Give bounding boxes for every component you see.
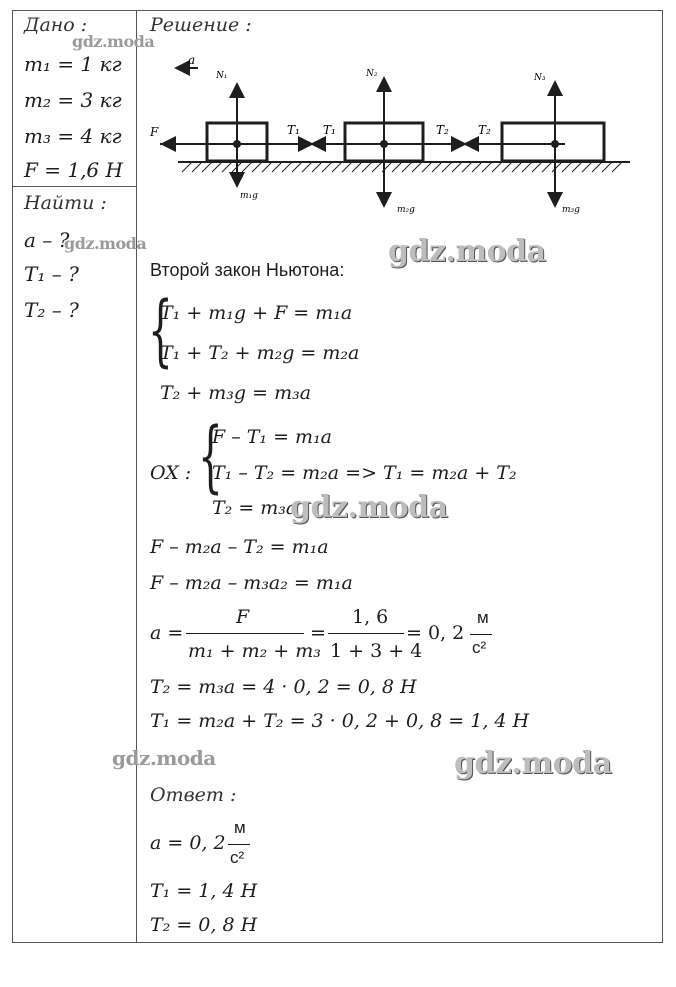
answer-a: a = 0, 2: [150, 832, 226, 854]
watermark: gdz.moda: [290, 490, 448, 525]
forces-diagram: [140, 50, 660, 220]
accel-unit-num: м: [477, 608, 489, 627]
watermark: gdz.moda: [72, 32, 155, 51]
accel-den1: m₁ + m₂ + m₃: [188, 640, 321, 662]
vector-eq-1: T₁ + m₁g + F = m₁a: [160, 302, 353, 324]
accel-num1: F: [236, 606, 250, 628]
accel-eq: =: [310, 622, 326, 644]
answer-unit-num: м: [234, 818, 246, 837]
watermark: gdz.moda: [388, 234, 546, 269]
watermark: gdz.moda: [454, 746, 612, 781]
label-t1-right: T₁: [323, 123, 336, 137]
answer-t2: T₂ = 0, 8 Н: [150, 914, 258, 936]
answer-unit-line: [228, 844, 250, 845]
label-t1-left: T₁: [287, 123, 300, 137]
ox-eq-2: T₁ – T₂ = m₂a => T₁ = m₂a + T₂: [212, 462, 517, 484]
step-2: F – m₂a – m₃a₂ = m₁a: [150, 572, 353, 594]
label-w3: m₃g: [562, 205, 580, 215]
label-accel: a: [188, 53, 196, 67]
step-1: F – m₂a – T₂ = m₁a: [150, 536, 329, 558]
ox-eq-3: T₂ = m₃a: [212, 497, 298, 519]
answer-t1: T₁ = 1, 4 Н: [150, 880, 258, 902]
solution-title: Решение :: [150, 14, 252, 36]
answer-unit-den: с²: [230, 848, 245, 867]
given-m2: m₂ = 3 кг: [24, 88, 122, 112]
given-force: F = 1,6 Н: [24, 158, 123, 182]
label-n1: N₁: [216, 71, 228, 81]
t1-calculation: T₁ = m₂a + T₂ = 3 · 0, 2 + 0, 8 = 1, 4 Н: [150, 710, 530, 732]
vector-eq-2: T₁ + T₂ + m₂g = m₂a: [160, 342, 360, 364]
watermark: gdz.moda: [112, 746, 216, 770]
label-w1: m₁g: [240, 191, 258, 201]
find-title: Найти :: [24, 192, 107, 214]
label-w2: m₂g: [397, 205, 415, 215]
accel-unit-line: [470, 634, 492, 635]
vector-system-brace: {: [148, 286, 173, 376]
t2-calculation: T₂ = m₃a = 4 · 0, 2 = 0, 8 Н: [150, 676, 417, 698]
newton-law-heading: Второй закон Ньютона:: [150, 260, 345, 280]
label-t2-left: T₂: [436, 123, 449, 137]
answer-title: Ответ :: [150, 784, 237, 806]
ox-eq-1: F – T₁ = m₁a: [212, 426, 333, 448]
find-t2: T₂ – ?: [24, 298, 79, 322]
given-m1: m₁ = 1 кг: [24, 52, 122, 76]
ox-label: OX :: [150, 462, 192, 484]
given-m3: m₃ = 4 кг: [24, 124, 122, 148]
ox-system-brace: {: [198, 412, 223, 502]
vector-eq-3: T₂ + m₃g = m₃a: [160, 382, 312, 404]
accel-result: = 0, 2: [406, 622, 465, 644]
accel-num2: 1, 6: [352, 606, 389, 628]
label-t2-right: T₂: [478, 123, 491, 137]
accel-fraction-line-2: [328, 633, 404, 634]
accel-unit-den: с²: [472, 638, 487, 657]
accel-lhs: a =: [150, 622, 184, 644]
watermark: gdz.moda: [64, 234, 147, 253]
given-title: Дано :: [24, 14, 88, 36]
accel-den2: 1 + 3 + 4: [330, 640, 423, 662]
label-n2: N₂: [366, 69, 378, 79]
find-t1: T₁ – ?: [24, 262, 79, 286]
accel-fraction-line-1: [186, 633, 304, 634]
column-divider: [136, 10, 137, 943]
label-n3: N₃: [534, 73, 546, 83]
find-a: a – ?: [24, 228, 70, 252]
label-force: F: [150, 125, 159, 139]
row-divider: [12, 186, 137, 187]
